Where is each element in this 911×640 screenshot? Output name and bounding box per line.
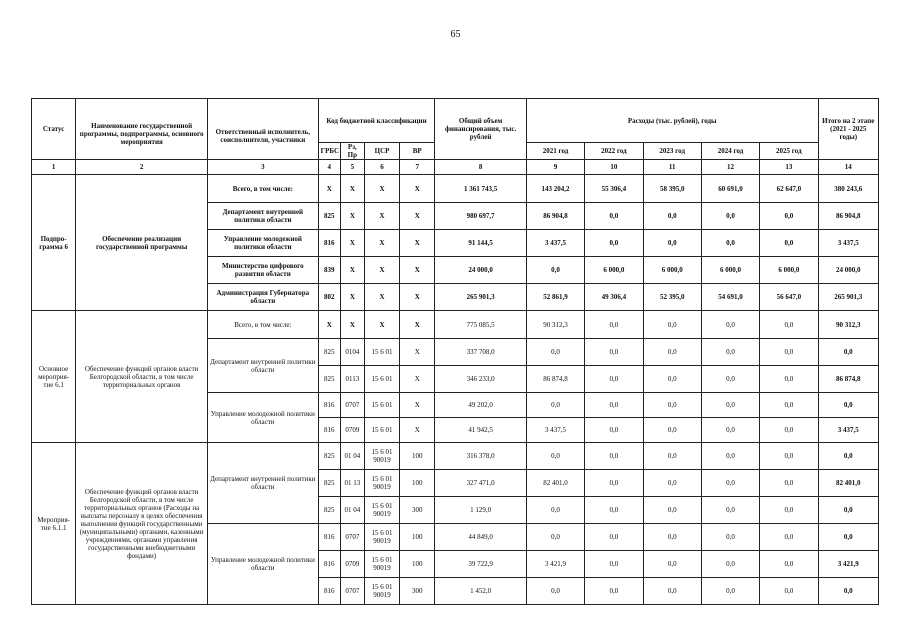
rzpr-cell: 0709 [340, 551, 364, 578]
vr-cell: 100 [400, 470, 435, 497]
year-cell: 0,0 [585, 203, 643, 230]
year-cell: 0,0 [643, 393, 701, 418]
stage-cell: 24 000,0 [818, 257, 878, 284]
vr-cell: 300 [400, 497, 435, 524]
year-cell: 86 874,8 [526, 366, 584, 393]
vr-cell: Х [400, 311, 435, 339]
stage-cell: 3 437,5 [818, 230, 878, 257]
col-number: 2 [76, 160, 208, 175]
csr-cell: 15 6 01 90019 [364, 524, 399, 551]
year-cell: 56 647,0 [760, 284, 818, 311]
year-cell: 0,0 [643, 230, 701, 257]
col-number: 10 [585, 160, 643, 175]
csr-cell: Х [364, 311, 399, 339]
grbs-cell: 825 [318, 470, 340, 497]
header-year: 2023 год [643, 143, 701, 160]
executor-cell: Департамент внутренней политики области [208, 443, 319, 524]
col-number: 5 [340, 160, 364, 175]
col-number: 4 [318, 160, 340, 175]
csr-cell: 15 6 01 [364, 366, 399, 393]
executor-cell: Министерство цифрового развития области [208, 257, 319, 284]
year-cell: 0,0 [643, 470, 701, 497]
year-cell: 0,0 [701, 443, 759, 470]
total-cell: 1 129,0 [435, 497, 527, 524]
total-cell: 346 233,0 [435, 366, 527, 393]
total-cell: 775 085,5 [435, 311, 527, 339]
grbs-cell: 839 [318, 257, 340, 284]
col-number: 8 [435, 160, 527, 175]
name-cell: Обеспечение функций органов власти Белгородской области, в том числе территориальных органов [76, 311, 208, 443]
stage-cell: 0,0 [818, 578, 878, 605]
header-rzpr: Рз, Пр [340, 143, 364, 160]
stage-cell: 3 421,9 [818, 551, 878, 578]
executor-cell: Всего, в том числе: [208, 311, 319, 339]
total-cell: 24 000,0 [435, 257, 527, 284]
header-executor: Ответственный исполнитель, соисполнители, участники [208, 99, 319, 160]
rzpr-cell: Х [340, 175, 364, 203]
status-cell: Основное мероприя-тие 6.1 [32, 311, 76, 443]
csr-cell: 15 6 01 90019 [364, 578, 399, 605]
year-cell: 0,0 [526, 578, 584, 605]
col-number: 12 [701, 160, 759, 175]
grbs-cell: 816 [318, 551, 340, 578]
year-cell: 0,0 [585, 578, 643, 605]
header-csr: ЦСР [364, 143, 399, 160]
year-cell: 0,0 [760, 311, 818, 339]
year-cell: 0,0 [585, 393, 643, 418]
total-cell: 980 697,7 [435, 203, 527, 230]
header-budget-code: Код бюджетной классификации [318, 99, 435, 143]
rzpr-cell: Х [340, 284, 364, 311]
grbs-cell: Х [318, 311, 340, 339]
rzpr-cell: Х [340, 203, 364, 230]
year-cell: 58 395,0 [643, 175, 701, 203]
year-cell: 0,0 [701, 551, 759, 578]
vr-cell: Х [400, 284, 435, 311]
grbs-cell: 816 [318, 230, 340, 257]
col-number: 9 [526, 160, 584, 175]
year-cell: 0,0 [643, 497, 701, 524]
col-number: 13 [760, 160, 818, 175]
total-cell: 337 708,0 [435, 339, 527, 366]
stage-cell: 82 401,0 [818, 470, 878, 497]
status-cell: Подпро-грамма 6 [32, 175, 76, 311]
year-cell: 0,0 [760, 230, 818, 257]
grbs-cell: 825 [318, 497, 340, 524]
total-cell: 49 202,0 [435, 393, 527, 418]
year-cell: 3 421,9 [526, 551, 584, 578]
csr-cell: 15 6 01 90019 [364, 497, 399, 524]
year-cell: 82 401,0 [526, 470, 584, 497]
col-number: 3 [208, 160, 319, 175]
vr-cell: Х [400, 339, 435, 366]
year-cell: 0,0 [760, 393, 818, 418]
year-cell: 6 000,0 [760, 257, 818, 284]
year-cell: 3 437,5 [526, 418, 584, 443]
year-cell: 6 000,0 [643, 257, 701, 284]
csr-cell: 15 6 01 [364, 393, 399, 418]
stage-cell: 0,0 [818, 339, 878, 366]
vr-cell: Х [400, 230, 435, 257]
year-cell: 0,0 [643, 339, 701, 366]
year-cell: 0,0 [526, 339, 584, 366]
year-cell: 52 861,9 [526, 284, 584, 311]
year-cell: 6 000,0 [585, 257, 643, 284]
rzpr-cell: 01 13 [340, 470, 364, 497]
csr-cell: 15 6 01 90019 [364, 551, 399, 578]
csr-cell: Х [364, 257, 399, 284]
year-cell: 60 691,0 [701, 175, 759, 203]
header-total-stage: Итого на 2 этапе (2021 - 2025 годы) [818, 99, 878, 160]
grbs-cell: 825 [318, 339, 340, 366]
year-cell: 0,0 [643, 366, 701, 393]
header-year: 2022 год [585, 143, 643, 160]
year-cell: 55 306,4 [585, 175, 643, 203]
grbs-cell: 825 [318, 366, 340, 393]
year-cell: 0,0 [643, 443, 701, 470]
grbs-cell: 802 [318, 284, 340, 311]
stage-cell: 86 874,8 [818, 366, 878, 393]
csr-cell: 15 6 01 [364, 418, 399, 443]
vr-cell: 100 [400, 551, 435, 578]
year-cell: 0,0 [585, 311, 643, 339]
rzpr-cell: 0709 [340, 418, 364, 443]
year-cell: 0,0 [760, 524, 818, 551]
year-cell: 0,0 [585, 443, 643, 470]
year-cell: 0,0 [701, 470, 759, 497]
csr-cell: Х [364, 230, 399, 257]
year-cell: 90 312,3 [526, 311, 584, 339]
column-numbers-row [32, 160, 879, 175]
year-cell: 0,0 [760, 418, 818, 443]
year-cell: 0,0 [643, 524, 701, 551]
col-number: 7 [400, 160, 435, 175]
status-cell: Мероприя-тие 6.1.1 [32, 443, 76, 605]
rzpr-cell: Х [340, 311, 364, 339]
stage-cell: 3 437,5 [818, 418, 878, 443]
year-cell: 0,0 [585, 524, 643, 551]
year-cell: 0,0 [526, 393, 584, 418]
csr-cell: 15 6 01 90019 [364, 443, 399, 470]
vr-cell: Х [400, 203, 435, 230]
year-cell: 62 647,0 [760, 175, 818, 203]
stage-cell: 0,0 [818, 524, 878, 551]
name-cell: Обеспечение функций органов власти Белгородской области, в том числе территориальных органов (Расходы на выплаты персоналу в целях обеспечения выполнения функций государственными (муниципальными) органами, казенными учреждениями, органами управления государственными внебюджетными фондами) [76, 443, 208, 605]
year-cell: 0,0 [526, 257, 584, 284]
year-cell: 0,0 [585, 551, 643, 578]
grbs-cell: 816 [318, 393, 340, 418]
name-cell: Обеспечение реализации государственной программы [76, 175, 208, 311]
year-cell: 0,0 [585, 339, 643, 366]
budget-table [31, 98, 879, 605]
vr-cell: Х [400, 418, 435, 443]
year-cell: 0,0 [760, 339, 818, 366]
total-cell: 265 901,3 [435, 284, 527, 311]
header-year: 2024 год [701, 143, 759, 160]
executor-cell: Администрация Губернатора области [208, 284, 319, 311]
vr-cell: 100 [400, 443, 435, 470]
executor-cell: Департамент внутренней политики области [208, 339, 319, 393]
year-cell: 0,0 [643, 203, 701, 230]
grbs-cell: 816 [318, 578, 340, 605]
year-cell: 0,0 [760, 203, 818, 230]
col-number: 11 [643, 160, 701, 175]
header-total-volume: Общий объем финансирования, тыс. рублей [435, 99, 527, 160]
year-cell: 0,0 [701, 578, 759, 605]
year-cell: 0,0 [526, 524, 584, 551]
year-cell: 0,0 [585, 418, 643, 443]
year-cell: 0,0 [701, 230, 759, 257]
vr-cell: Х [400, 257, 435, 284]
grbs-cell: 825 [318, 203, 340, 230]
csr-cell: Х [364, 284, 399, 311]
vr-cell: 100 [400, 524, 435, 551]
year-cell: 0,0 [701, 393, 759, 418]
year-cell: 0,0 [701, 339, 759, 366]
vr-cell: Х [400, 366, 435, 393]
vr-cell: Х [400, 393, 435, 418]
rzpr-cell: 0707 [340, 393, 364, 418]
stage-cell: 265 901,3 [818, 284, 878, 311]
executor-cell: Департамент внутренней политики области [208, 203, 319, 230]
stage-cell: 90 312,3 [818, 311, 878, 339]
header-year: 2021 год [526, 143, 584, 160]
rzpr-cell: 0707 [340, 524, 364, 551]
csr-cell: Х [364, 203, 399, 230]
executor-cell: Управление молодежной политики области [208, 393, 319, 443]
year-cell: 0,0 [643, 551, 701, 578]
year-cell: 0,0 [701, 418, 759, 443]
vr-cell: Х [400, 175, 435, 203]
rzpr-cell: Х [340, 257, 364, 284]
header-row [32, 99, 879, 143]
total-cell: 44 849,0 [435, 524, 527, 551]
year-cell: 0,0 [526, 443, 584, 470]
stage-cell: 380 243,6 [818, 175, 878, 203]
total-cell: 327 471,0 [435, 470, 527, 497]
header-expenses: Расходы (тыс. рублей), годы [526, 99, 818, 143]
table-row [32, 175, 879, 203]
rzpr-cell: 0113 [340, 366, 364, 393]
csr-cell: 15 6 01 90019 [364, 470, 399, 497]
year-cell: 0,0 [760, 443, 818, 470]
total-cell: 91 144,5 [435, 230, 527, 257]
year-cell: 0,0 [701, 524, 759, 551]
total-cell: 316 378,0 [435, 443, 527, 470]
executor-cell: Всего, в том числе: [208, 175, 319, 203]
header-name: Наименование государственной программы, подпрограммы, основного мероприятия [76, 99, 208, 160]
table-row [32, 443, 879, 470]
year-cell: 143 204,2 [526, 175, 584, 203]
year-cell: 0,0 [701, 311, 759, 339]
year-cell: 0,0 [585, 470, 643, 497]
vr-cell: 300 [400, 578, 435, 605]
year-cell: 6 000,0 [701, 257, 759, 284]
year-cell: 0,0 [585, 497, 643, 524]
year-cell: 0,0 [643, 578, 701, 605]
page-number: 65 [450, 29, 461, 40]
total-cell: 39 722,9 [435, 551, 527, 578]
header-vr: ВР [400, 143, 435, 160]
stage-cell: 0,0 [818, 393, 878, 418]
year-cell: 0,0 [760, 470, 818, 497]
year-cell: 0,0 [701, 366, 759, 393]
header-status: Статус [32, 99, 76, 160]
year-cell: 0,0 [760, 551, 818, 578]
year-cell: 0,0 [701, 497, 759, 524]
col-number: 6 [364, 160, 399, 175]
year-cell: 54 691,0 [701, 284, 759, 311]
year-cell: 0,0 [643, 418, 701, 443]
total-cell: 41 942,5 [435, 418, 527, 443]
grbs-cell: 816 [318, 524, 340, 551]
stage-cell: 0,0 [818, 443, 878, 470]
year-cell: 0,0 [760, 366, 818, 393]
table-row [32, 311, 879, 339]
header-grbs: ГРБС [318, 143, 340, 160]
total-cell: 1 361 743,5 [435, 175, 527, 203]
rzpr-cell: 01 04 [340, 497, 364, 524]
grbs-cell: 825 [318, 443, 340, 470]
header-year: 2025 год [760, 143, 818, 160]
executor-cell: Управление молодежной политики области [208, 230, 319, 257]
rzpr-cell: Х [340, 230, 364, 257]
year-cell: 86 904,8 [526, 203, 584, 230]
col-number: 14 [818, 160, 878, 175]
executor-cell: Управление молодежной политики области [208, 524, 319, 605]
rzpr-cell: 0104 [340, 339, 364, 366]
year-cell: 0,0 [585, 366, 643, 393]
stage-cell: 0,0 [818, 497, 878, 524]
year-cell: 0,0 [701, 203, 759, 230]
year-cell: 0,0 [643, 311, 701, 339]
year-cell: 49 306,4 [585, 284, 643, 311]
stage-cell: 86 904,8 [818, 203, 878, 230]
year-cell: 0,0 [526, 497, 584, 524]
col-number: 1 [32, 160, 76, 175]
rzpr-cell: 01 04 [340, 443, 364, 470]
year-cell: 0,0 [760, 578, 818, 605]
year-cell: 0,0 [585, 230, 643, 257]
grbs-cell: 816 [318, 418, 340, 443]
rzpr-cell: 0707 [340, 578, 364, 605]
year-cell: 3 437,5 [526, 230, 584, 257]
csr-cell: 15 6 01 [364, 339, 399, 366]
csr-cell: Х [364, 175, 399, 203]
total-cell: 1 452,0 [435, 578, 527, 605]
year-cell: 52 395,0 [643, 284, 701, 311]
year-cell: 0,0 [760, 497, 818, 524]
grbs-cell: Х [318, 175, 340, 203]
